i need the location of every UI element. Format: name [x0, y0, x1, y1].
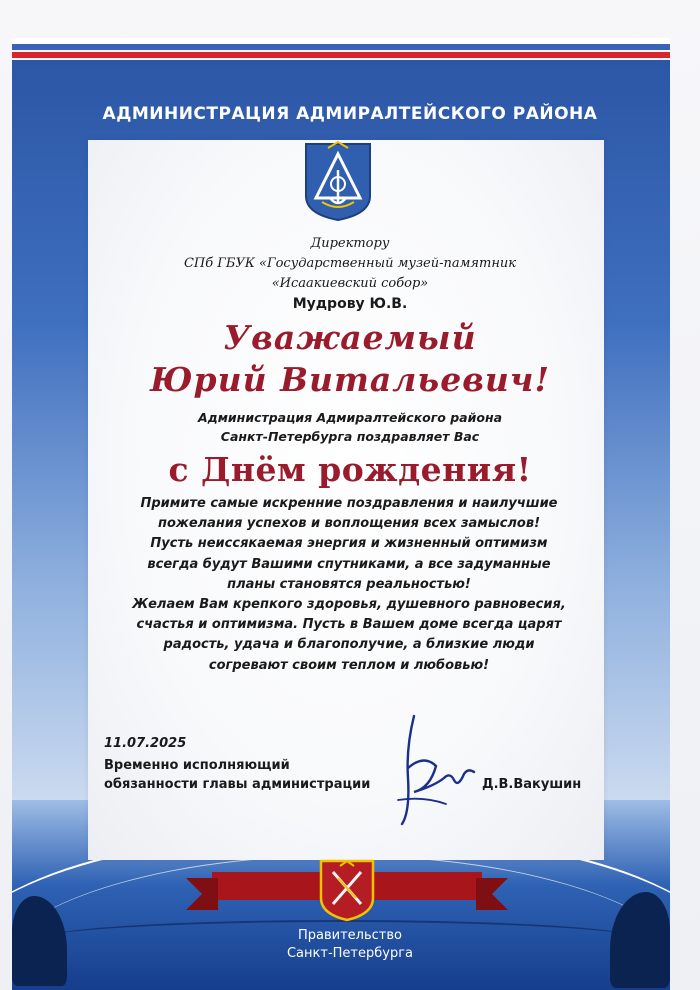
body-line: согревают своим теплом и любовью!: [208, 657, 490, 673]
greeting-line-2: Юрий Витальевич!: [150, 360, 550, 399]
handwritten-signature: [384, 708, 480, 828]
addressee-name: Мудрову Ю.В.: [292, 296, 408, 312]
footer-government-line-1: Правительство: [298, 928, 402, 943]
saint-petersburg-coat-of-arms-icon: [318, 858, 376, 922]
intro-line-2: Санкт-Петербурга поздравляет Вас: [220, 429, 480, 444]
organization-title: АДМИНИСТРАЦИЯ АДМИРАЛТЕЙСКОГО РАЙОНА: [102, 104, 598, 124]
flag-stripe-red: [12, 52, 670, 58]
body-line: всегда будут Вашими спутниками, а все задуманные: [147, 556, 551, 572]
body-line: Пусть неиссякаемая энергия и жизненный оптимизм: [150, 536, 548, 552]
district-emblem-icon: [302, 140, 374, 222]
signer-name: Д.В.Вакушин: [482, 777, 582, 792]
footer-government-line-2: Санкт-Петербурга: [286, 946, 413, 961]
intro-line-1: Администрация Адмиралтейского района: [197, 410, 503, 425]
body-line: радость, удача и благополучие, а близкие люди: [163, 637, 535, 653]
addressee-organization-cont: «Исаакиевский собор»: [271, 276, 429, 291]
greeting-line-1: Уважаемый: [223, 318, 477, 357]
letter-date: 11.07.2025: [104, 736, 187, 751]
flag-stripe-blue: [12, 44, 670, 50]
occasion-heading: с Днём рождения!: [168, 450, 532, 489]
body-line: планы становятся реальностью!: [227, 576, 471, 592]
signer-position-line-2: обязанности главы администрации: [104, 777, 371, 792]
addressee-position: Директору: [310, 236, 390, 251]
body-line: Примите самые искренние поздравления и наилучшие: [140, 496, 558, 511]
letter-body: [104, 494, 594, 676]
addressee-organization: СПб ГБУК «Государственный музей-памятник: [183, 256, 517, 271]
body-line: пожелания успехов и воплощения всех замыслов!: [157, 516, 541, 532]
signer-position-line-1: Временно исполняющий: [104, 758, 290, 773]
body-line: счастья и оптимизма. Пусть в Вашем доме всегда царят: [136, 617, 562, 633]
body-line: Желаем Вам крепкого здоровья, душевного равновесия,: [132, 597, 566, 613]
